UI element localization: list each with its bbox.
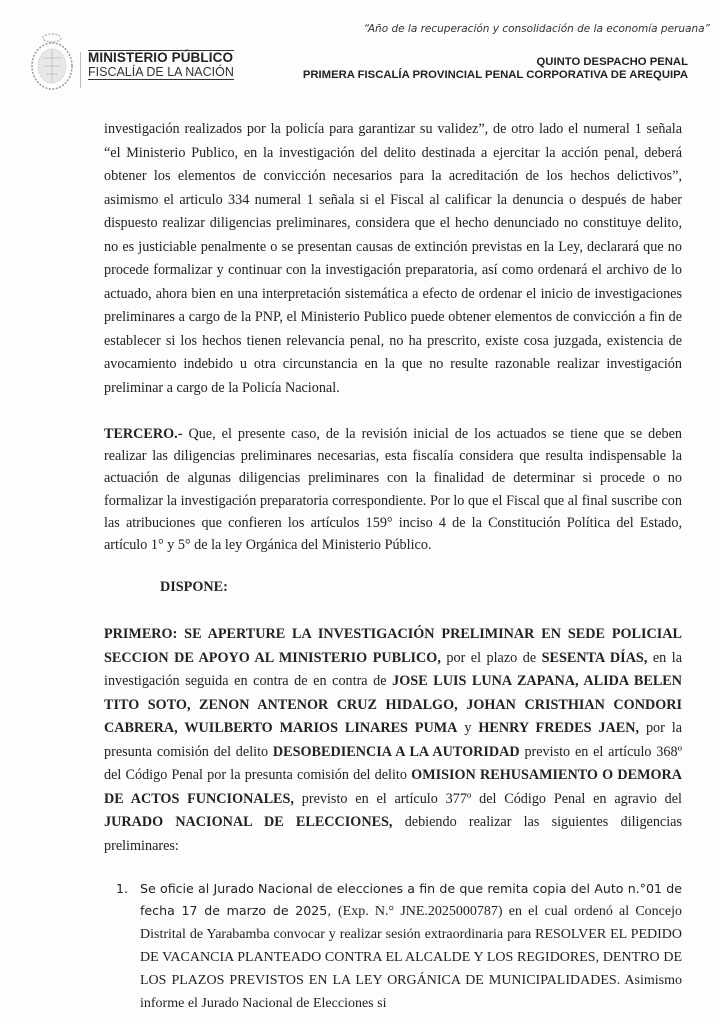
ministry-name: MINISTERIO PÚBLICO: [88, 50, 234, 65]
dispone-heading: DISPONE:: [160, 579, 228, 596]
crime-name: DESOBEDIENCIA A LA AUTORIDAD: [272, 743, 520, 760]
office-heading: [303, 56, 688, 82]
list-item-text: [140, 878, 682, 1015]
office-dispatch: QUINTO DESPACHO PENAL: [536, 56, 688, 68]
crime-name: OMISION REHUSAMIENTO O DEMORA DE ACTOS FUNCIONALES,: [104, 767, 682, 807]
tercero-text: Que, el presente caso, de la revisión inicial de los actuados se tiene que se deben realizar las diligencias preliminares necesarias, esta fiscalía considera que resulta indispensable la actuación de algunas diligencias preliminares con la finalidad de determinar si procede o no formalizar la investigación preparatoria correspondiente. Por lo que el Fiscal que al final suscribe con las atribuciones que confieren los artículos 159° inciso 4 de la Constitución Política del Estado, artículo 1° y 5° de la ley Orgánica del Ministerio Público.: [104, 426, 682, 554]
primero-text: por el plazo de: [440, 649, 542, 666]
primero-text: y: [457, 720, 479, 737]
list-item-text-part: Se oficie al Jurado Nacional de elecciones a fin de que remita copia del Auto n.°01 de fecha 17 de marzo de 2025,: [140, 881, 682, 919]
aggrieved-party: JURADO NACIONAL DE ELECCIONES,: [104, 814, 393, 831]
list-item-text-part: (Exp. N.° JNE.2025000787) en el cual ordenó al Concejo Distrital de Yarabamba convocar y realizar sesión extraordinaria para RESOLVER EL PEDIDO DE VACANCIA PLANTEADO CONTRA EL ALCALDE Y LOS REGIDORES, DENTRO DE LOS PLAZOS PREVISTOS EN LA LEY ORGÁNICA DE MUNICIPALIDADES. Asimismo informe el Jurado Nacional de Elecciones si: [140, 904, 682, 1012]
office-prosecutor: PRIMERA FISCALÍA PROVINCIAL PENAL CORPORATIVA DE AREQUIPA: [302, 69, 688, 81]
term-days: SESENTA DÍAS,: [541, 649, 648, 666]
primero-heading: PRIMERO: SE APERTURE LA INVESTIGACIÓN PRELIMINAR EN SEDE POLICIAL SECCION DE APOYO AL MINISTERIO PUBLICO,: [104, 626, 682, 666]
primero-text: previsto en el artículo 377º del Código Penal en agravio del: [293, 790, 682, 807]
primero-text: debiendo realizar las siguientes diligencias preliminares:: [104, 814, 682, 854]
diligence-list-item: [104, 878, 682, 1015]
list-number: 1.: [116, 881, 129, 897]
paragraph-primero: [104, 623, 682, 858]
paragraph-continuation: investigación realizados por la policía para garantizar su validez”, de otro lado el numeral 1 señala “el Ministerio Publico, en la investigación del delito destinada a ejercitar la acción penal, deberá obtener los elementos de convicción necesarios para la acreditación de los hechos delictivos”, asimismo el articulo 334 numeral 1 señala si el Fiscal al calificar la denuncia o después de haber dispuesto realizar diligencias preliminares, considera que el hecho denunciado no constituye delito, no es justiciable penalmente o se presentan causas de extinción previstas en la Ley, declarará que no procede formalizar y continuar con la investigación preparatoria, así como ordenará el archivo de lo actuado, ahora bien en una interpretación sistemática a efecto de ordenar el inicio de investigaciones preliminares a cargo de la PNP, el Ministerio Publico puede obtener elementos de convicción a fin de establecer si los hechos tienen relevancia penal, no ha prescrito, existe cosa juzgada, existencia de avocamiento indebido u otra circunstancia en la que no resulte razonable realizar investigación preliminar a cargo de la Policía Nacional.: [104, 121, 682, 396]
fiscalia-name: FISCALÍA DE LA NACIÓN: [88, 65, 234, 79]
document-body: [104, 118, 682, 1015]
paragraph-tercero: [104, 423, 682, 556]
header-divider: [80, 52, 81, 88]
year-motto: “Año de la recuperación y consolidación de la economía peruana”: [363, 23, 710, 35]
tercero-label: TERCERO.-: [104, 426, 183, 442]
primero-text: previsto en el artículo 368º del Código Penal por la presunta comisión del delito: [104, 743, 682, 784]
primero-text: en la investigación seguida en contra de en contra de: [104, 649, 682, 690]
investigated-person: HENRY FREDES JAEN,: [478, 720, 640, 737]
investigated-persons: JOSE LUIS LUNA ZAPANA, ALIDA BELEN TITO SOTO, ZENON ANTENOR CRUZ HIDALGO, JOHAN CRISTHIAN CONDORI CABRERA, WUILBERTO MARIOS LINARES PUMA: [104, 673, 682, 737]
ministry-logo-text: [88, 50, 234, 80]
coat-of-arms-seal-icon: [28, 30, 76, 92]
primero-text: por la presunta comisión del delito: [104, 720, 683, 760]
